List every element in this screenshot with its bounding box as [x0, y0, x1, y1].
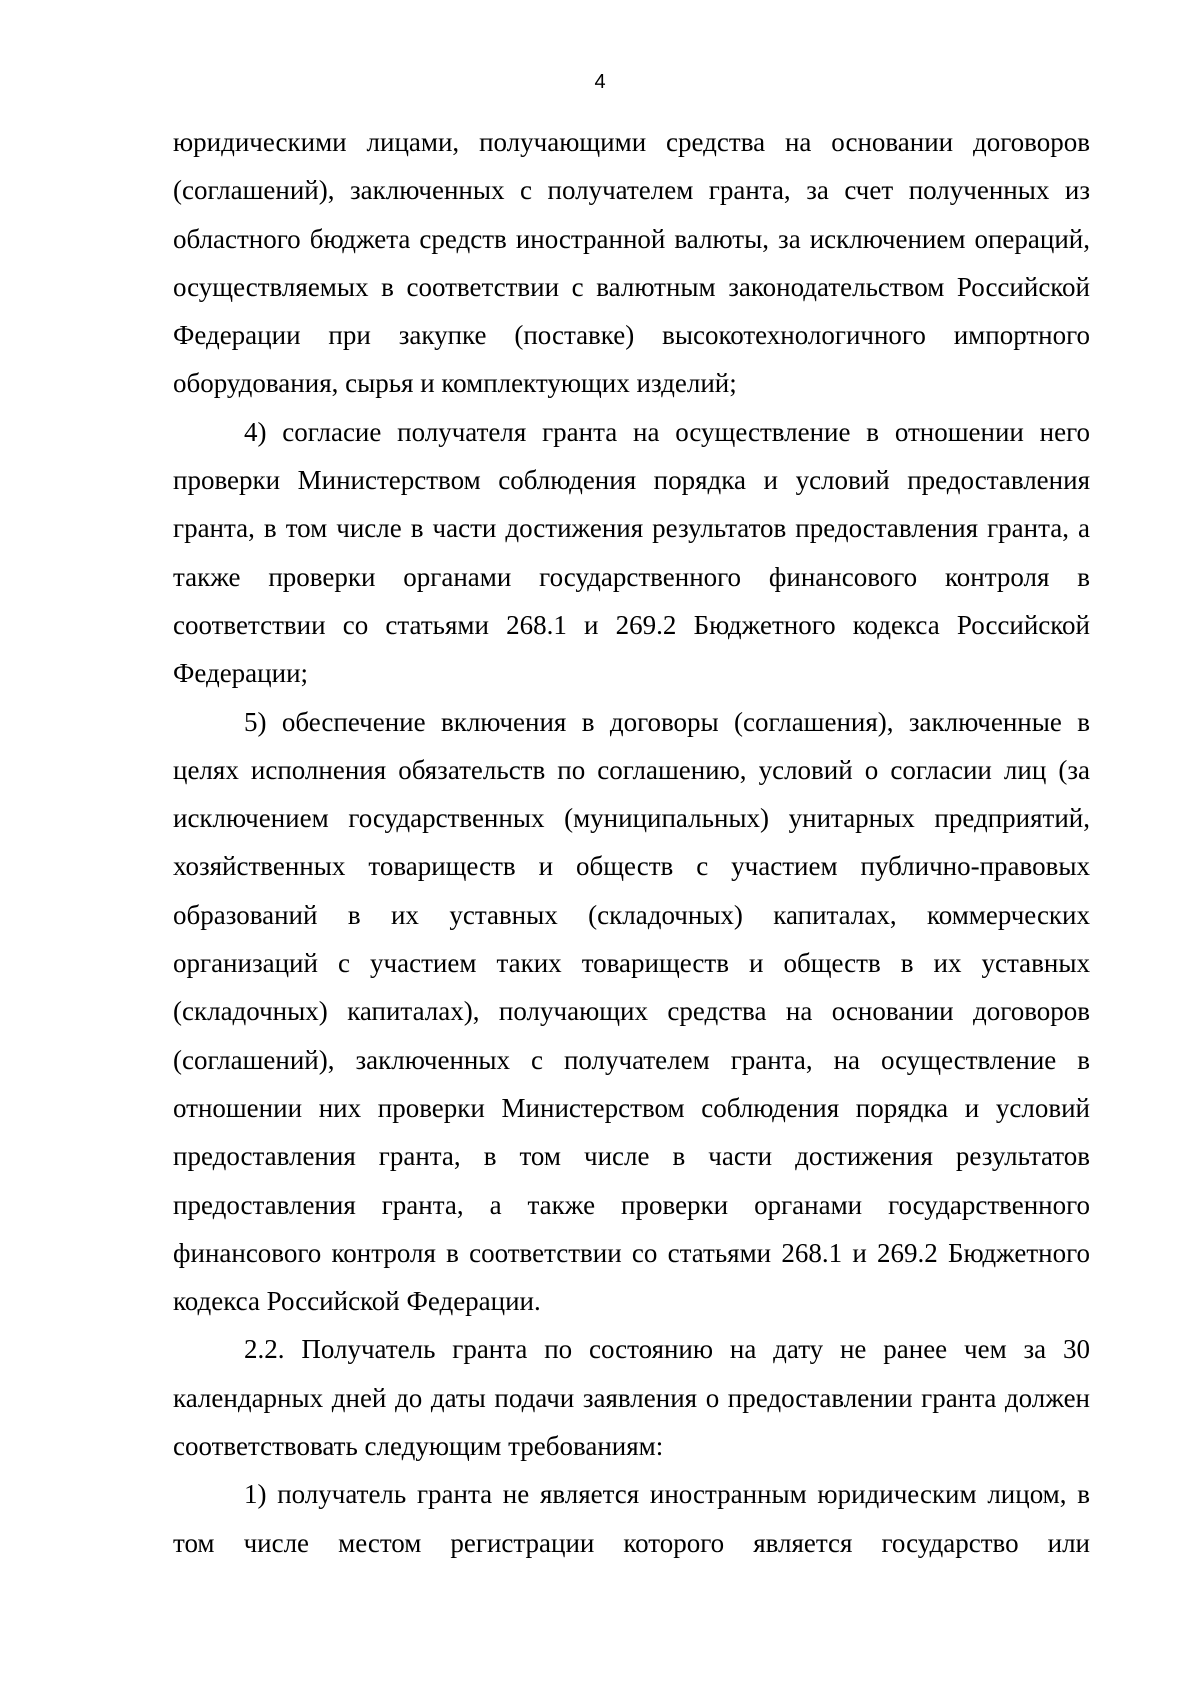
page-number: 4	[594, 71, 606, 93]
paragraph-continuation: юридическими лицами, получающими средства на основании договоров (соглашений), заключенных с получателем гранта, за счет полученных из областного бюджета средств иностранной валюты, за исключением операций, осуществляемых в соответствии с валютным законодательством Российской Федерации при закупке (поставке) высокотехнологичного импортного оборудования, сырья и комплектующих изделий;	[173, 127, 1090, 399]
paragraph-section-2-2: 2.2. Получатель гранта по состоянию на дату не ранее чем за 30 календарных дней до даты подачи заявления о предоставлении гранта должен соответствовать следующим требованиям:	[173, 1334, 1090, 1462]
document-body	[173, 118, 1090, 1567]
paragraph-item-1: 1) получатель гранта не является иностранным юридическим лицом, в том числе местом регистрации которого является государство или	[173, 1479, 1090, 1558]
paragraph-item-5: 5) обеспечение включения в договоры (соглашения), заключенные в целях исполнения обязательств по соглашению, условий о согласии лиц (за исключением государственных (муниципальных) унитарных предприятий, хозяйственных товариществ и обществ с участием публично-правовых образований в их уставных (складочных) капиталах, коммерческих организаций с участием таких товариществ и обществ в их уставных (складочных) капиталах), получающих средства на основании договоров (соглашений), заключенных с получателем гранта, на осуществление в отношении них проверки Министерством соблюдения порядка и условий предоставления гранта, в том числе в части достижения результатов предоставления гранта, а также проверки органами государственного финансового контроля в соответствии со статьями 268.1 и 269.2 Бюджетного кодекса Российской Федерации.	[173, 706, 1090, 1317]
paragraph-item-4: 4) согласие получателя гранта на осуществление в отношении него проверки Министерством соблюдения порядка и условий предоставления гранта, в том числе в части достижения результатов предоставления гранта, а также проверки органами государственного финансового контроля в соответствии со статьями 268.1 и 269.2 Бюджетного кодекса Российской Федерации;	[173, 416, 1090, 689]
